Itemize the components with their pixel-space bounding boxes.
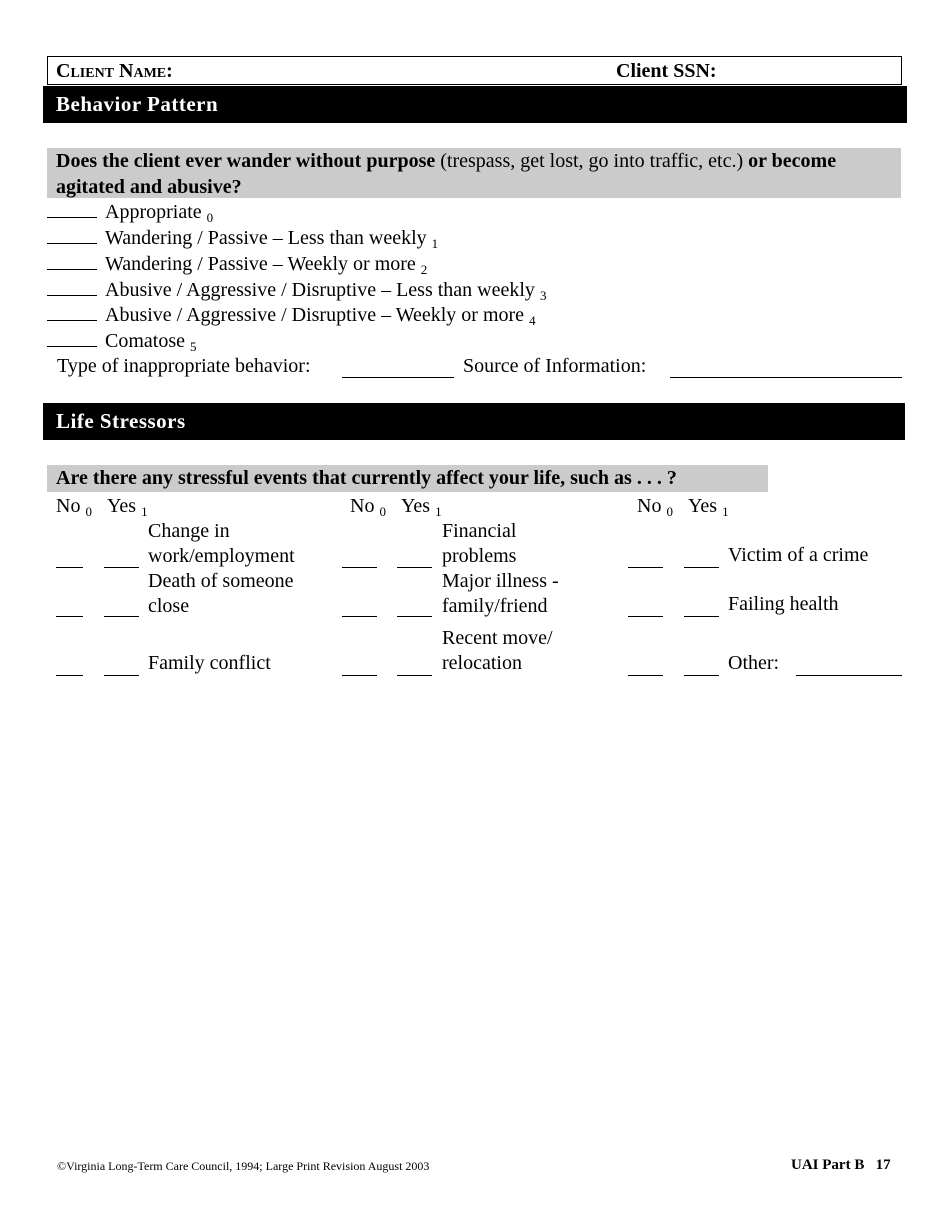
move-line2: relocation xyxy=(442,652,522,674)
illness-line1: Major illness - xyxy=(442,570,559,592)
family-conflict-label: Family conflict xyxy=(148,652,271,674)
financial-line1: Financial xyxy=(442,520,517,542)
yes-blank[interactable] xyxy=(397,616,432,617)
life-stressors-title: Life Stressors xyxy=(43,403,905,440)
behavior-type-field[interactable] xyxy=(342,377,454,378)
client-name-label: Client Name: xyxy=(56,60,173,82)
behavior-option[interactable] xyxy=(47,199,213,225)
behavior-question-bold-2: or become agitated and abusive? xyxy=(56,150,837,198)
client-header-box xyxy=(47,56,902,85)
no-blank[interactable] xyxy=(56,567,83,568)
behavior-type-label: Type of inappropriate behavior: xyxy=(57,355,311,377)
option-score: 1 xyxy=(431,236,439,251)
behavior-option[interactable] xyxy=(47,277,546,303)
option-score: 2 xyxy=(420,262,428,277)
behavior-option[interactable] xyxy=(47,225,438,251)
no-blank[interactable] xyxy=(628,616,663,617)
option-score: 0 xyxy=(206,210,214,225)
behavior-question-plain: (trespass, get lost, go into traffic, etc.) xyxy=(435,150,749,172)
behavior-pattern-title: Behavior Pattern xyxy=(43,86,907,123)
answer-blank[interactable] xyxy=(47,199,97,218)
no-blank[interactable] xyxy=(342,675,377,676)
no-blank[interactable] xyxy=(56,616,83,617)
yes-blank[interactable] xyxy=(684,675,719,676)
no-blank[interactable] xyxy=(342,567,377,568)
source-info-label: Source of Information: xyxy=(463,355,647,377)
illness-line2: family/friend xyxy=(442,595,548,617)
option-label: Wandering / Passive – Less than weekly xyxy=(105,227,427,249)
no-yes-header: No $_0$ Yes $_1$ xyxy=(350,495,442,519)
behavior-question-bold-1: Does the client ever wander without purpose xyxy=(56,150,436,172)
answer-blank[interactable] xyxy=(47,225,97,244)
answer-blank[interactable] xyxy=(47,302,97,321)
yes-blank[interactable] xyxy=(104,675,139,676)
option-label: Comatose xyxy=(105,330,185,352)
victim-crime-label: Victim of a crime xyxy=(728,544,869,566)
change-work-line2: work/employment xyxy=(148,545,295,567)
yes-blank[interactable] xyxy=(104,567,139,568)
no-yes-header: No $_0$ Yes $_1$ xyxy=(637,495,729,519)
option-label: Abusive / Aggressive / Disruptive – Weekly or more xyxy=(105,304,525,326)
financial-line2: problems xyxy=(442,545,517,567)
no-blank[interactable] xyxy=(628,567,663,568)
no-blank[interactable] xyxy=(56,675,83,676)
client-ssn-label: Client SSN: xyxy=(616,60,717,82)
no-blank[interactable] xyxy=(628,675,663,676)
answer-blank[interactable] xyxy=(47,251,97,270)
yes-blank[interactable] xyxy=(684,616,719,617)
yes-blank[interactable] xyxy=(397,675,432,676)
death-close-line1: Death of someone xyxy=(148,570,294,592)
option-label: Wandering / Passive – Weekly or more xyxy=(105,253,416,275)
death-close-line2: close xyxy=(148,595,190,617)
source-info-field[interactable] xyxy=(670,377,902,378)
answer-blank[interactable] xyxy=(47,328,97,347)
stressors-question: Are there any stressful events that currently affect your life, such as . . . ? xyxy=(47,465,768,492)
behavior-option[interactable] xyxy=(47,251,427,277)
option-label: Appropriate xyxy=(105,201,202,223)
footer-copyright: ©Virginia Long-Term Care Council, 1994; Large Print Revision August 2003 xyxy=(57,1159,430,1173)
other-label: Other: xyxy=(728,652,780,674)
other-field[interactable] xyxy=(796,675,902,676)
yes-blank[interactable] xyxy=(684,567,719,568)
option-score: 3 xyxy=(539,288,547,303)
behavior-option[interactable] xyxy=(47,302,536,328)
move-line1: Recent move/ xyxy=(442,627,553,649)
failing-health-label: Failing health xyxy=(728,593,839,615)
no-blank[interactable] xyxy=(342,616,377,617)
behavior-option[interactable] xyxy=(47,328,197,354)
option-score: 4 xyxy=(529,313,536,328)
footer-page-number: 17 xyxy=(875,1157,891,1173)
answer-blank[interactable] xyxy=(47,277,97,296)
footer-page xyxy=(791,1157,891,1174)
yes-blank[interactable] xyxy=(104,616,139,617)
footer-part: UAI Part B xyxy=(791,1157,865,1173)
option-label: Abusive / Aggressive / Disruptive – Less than weekly xyxy=(105,279,535,301)
change-work-line1: Change in xyxy=(148,520,230,542)
yes-blank[interactable] xyxy=(397,567,432,568)
behavior-question xyxy=(47,148,901,198)
option-score: 5 xyxy=(190,339,197,354)
no-yes-header: No $_0$ Yes $_1$ xyxy=(56,495,148,519)
